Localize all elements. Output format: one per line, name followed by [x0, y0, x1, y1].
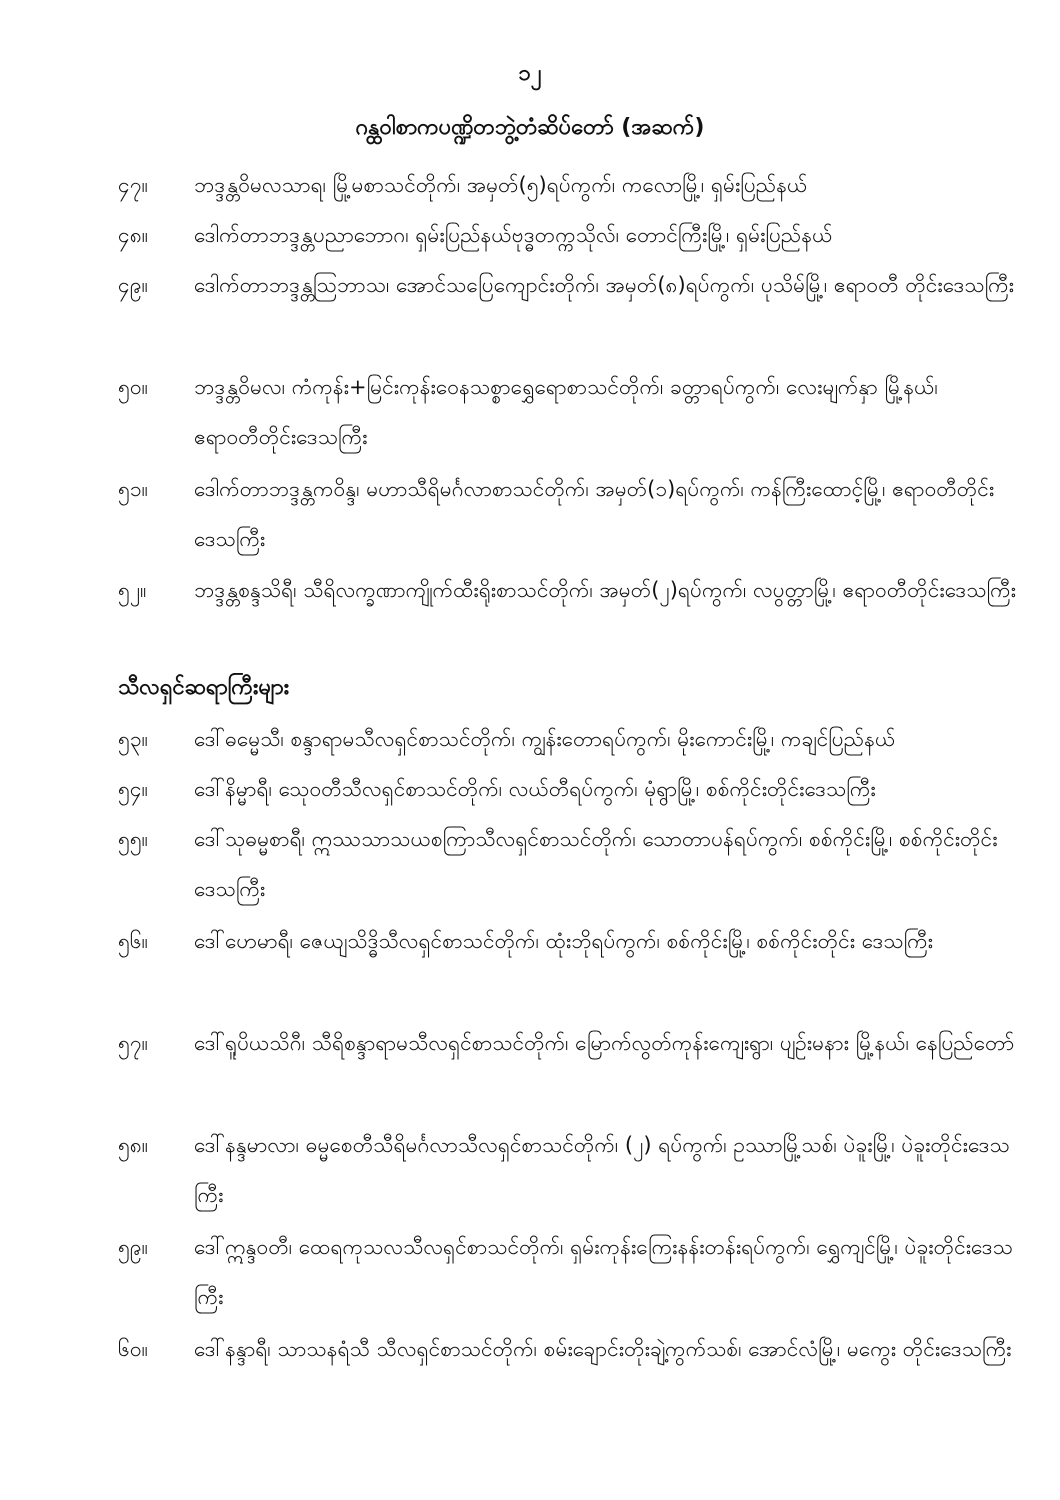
entry-text: ဒေါ်သုဓမ္မစာရီ၊ ဣဿသာသယစကြာသီလရှင်စာသင်တိုက်၊ သောတာပန်ရပ်ကွက်၊ စစ်ကိုင်းမြို့၊ စစ်ကိုင်းတိုင်းဒေသကြီး — [194, 827, 998, 901]
entry-text: ဒေါ်နန္ဒာရီ၊ သာသနရံသီ သီလရှင်စာသင်တိုက်၊ စမ်းချောင်းတိုးချဲ့ကွက်သစ်၊ အောင်လံမြို့၊ မကွေး တိုင်းဒေသကြီး — [194, 1337, 1012, 1361]
entry-number: ၄၇။ — [118, 173, 148, 197]
entry-text: ဒေါက်တာဘဒ္ဒန္တသြဘာသ၊ အောင်သပြေကျောင်းတိုက်၊ အမှတ်(၈)ရပ်ကွက်၊ ပုသိမ်မြို့၊ ဧရာဝတီ တိုင်းဒေသကြီး — [194, 273, 1014, 297]
entry-text: ဒေါက်တာဘဒ္ဒန္တကဝိန္ဒ၊ မဟာသီရိမင်္ဂလာစာသင်တိုက်၊ အမှတ်(၁)ရပ်ကွက်၊ ကန်ကြီးထောင့်မြို့၊ ဧရာဝတီတိုင်းဒေသကြီး — [194, 477, 995, 551]
entry-text: ဒေါ်ဟေမာရီ၊ ဇေယျသိဒ္ဓိသီလရှင်စာသင်တိုက်၊ ထုံးဘိုရပ်ကွက်၊ စစ်ကိုင်းမြို့၊ စစ်ကိုင်းတိုင်း ဒေသကြီး — [194, 929, 933, 953]
entry-number: ၄၉။ — [118, 273, 148, 297]
entry-number: ၅၃။ — [118, 727, 148, 751]
page-title: ဂန္ထဝါစာကပဏ္ဍိတဘွဲ့တံဆိပ်တော် (အဆက်) — [355, 115, 705, 140]
entry-text: ဒေါ်နန္ဒမာလာ၊ ဓမ္မစေတီသီရိမင်္ဂလာသီလရှင်စာသင်တိုက်၊ (၂) ရပ်ကွက်၊ ဥဿာမြို့သစ်၊ ပဲခူးမြို့၊ ပဲခူးတိုင်းဒေသကြီး — [194, 1133, 1010, 1207]
entry-number: ၅၅။ — [118, 827, 148, 851]
entry-text: ဒေါ်ဣန္ဒဝတီ၊ ထေရကုသလသီလရှင်စာသင်တိုက်၊ ရှမ်းကုန်းကြေးနန်းတန်းရပ်ကွက်၊ ရွှေကျင်မြို့၊ ပဲခူးတိုင်းဒေသကြီး — [194, 1235, 1013, 1309]
entry-number: ၅၁။ — [118, 477, 148, 501]
entry-number: ၅၇။ — [118, 1031, 148, 1055]
entry-number: ၅၂။ — [118, 578, 147, 602]
section-heading: သီလရှင်ဆရာကြီးများ — [118, 675, 290, 700]
entry-number: ၆၀။ — [118, 1337, 148, 1361]
entry-number: ၄၈။ — [118, 223, 149, 247]
entry-text: ဒေါ်ရူပိယသိဂီ၊ သီရိစန္ဒာရာမသီလရှင်စာသင်တိုက်၊ မြောက်လွတ်ကုန်းကျေးရွာ၊ ပျဉ်းမနား မြို့နယ်၊ နေပြည်တော် — [194, 1031, 1015, 1055]
entry-text: ဒေါ်ဓမ္မေသီ၊ စန္ဒာရာမသီလရှင်စာသင်တိုက်၊ ကျွန်းတောရပ်ကွက်၊ မိုးကောင်းမြို့၊ ကချင်ပြည်နယ် — [194, 727, 896, 751]
entry-number: ၅၄။ — [118, 777, 148, 801]
entry-number: ၅၆။ — [118, 929, 148, 953]
entry-text: ဒေါက်တာဘဒ္ဒန္တပညာဘောဂ၊ ရှမ်းပြည်နယ်ဗုဒ္ဓတက္ကသိုလ်၊ တောင်ကြီးမြို့၊ ရှမ်းပြည်နယ် — [194, 223, 833, 247]
entry-number: ၅၉။ — [118, 1235, 148, 1259]
entry-number: ၅၈။ — [118, 1133, 149, 1157]
entry-number: ၅၀။ — [118, 375, 148, 399]
entry-text: ဘဒ္ဒန္တဝိမလသာရ၊ မြို့မစာသင်တိုက်၊ အမှတ်(၅)ရပ်ကွက်၊ ကလောမြို့၊ ရှမ်းပြည်နယ် — [194, 173, 808, 197]
page-number: ၁၂ — [518, 61, 542, 86]
entry-text: ဘဒ္ဒန္တဝိမလ၊ ကံကုန်း+မြင်းကုန်းဝေနသစ္စာရွှေရောစာသင်တိုက်၊ ခတ္တာရပ်ကွက်၊ လေးမျက်နှာ မြို့နယ်၊ ဧရာဝတီတိုင်းဒေသကြီး — [194, 375, 938, 449]
entry-text: ဘဒ္ဒန္တစန္ဒသိရီ၊ သီရိလက္ခဏာကျိုက်ထီးရိုးစာသင်တိုက်၊ အမှတ်(၂)ရပ်ကွက်၊ လပွတ္တာမြို့၊ ဧရာဝတီတိုင်းဒေသကြီး — [194, 578, 1016, 602]
entry-text: ဒေါ်နိမ္မာရီ၊ သေုဝတီသီလရှင်စာသင်တိုက်၊ လယ်တီရပ်ကွက်၊ မုံရွာမြို့၊ စစ်ကိုင်းတိုင်းဒေသကြီး — [194, 777, 876, 801]
